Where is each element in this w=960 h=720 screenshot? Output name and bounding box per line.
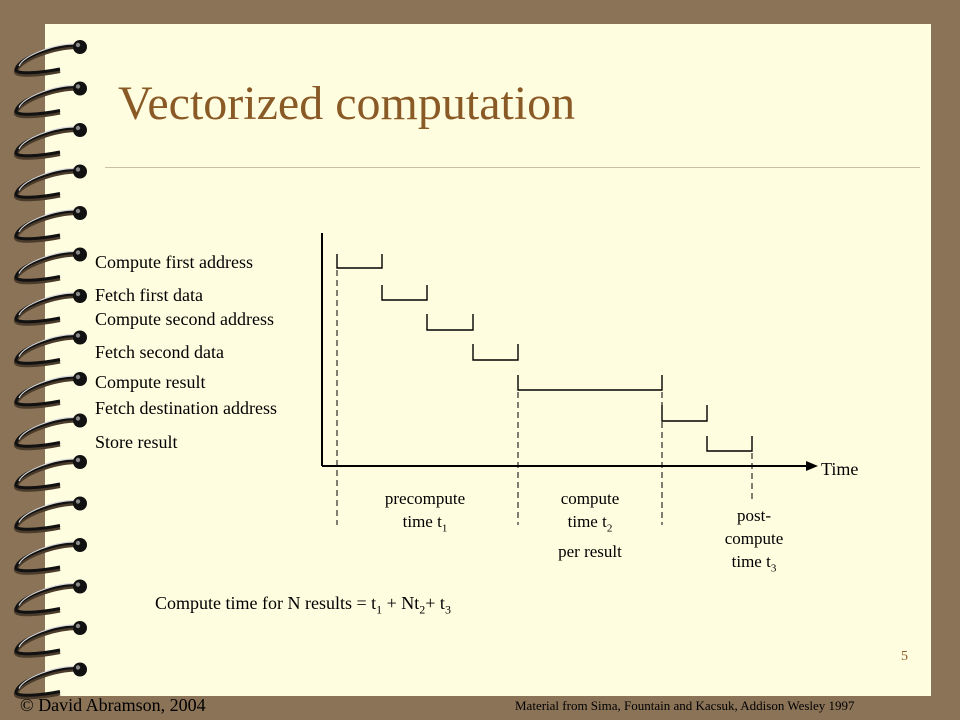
copyright-symbol: ©: [20, 695, 34, 715]
copyright-footer: [20, 695, 206, 716]
phase-precompute-line2: time $t_1$: [402, 512, 448, 535]
step-label-compute-first-address: Compute first address: [95, 252, 253, 272]
author-name: David Abramson, 2004: [38, 695, 206, 715]
bracket-compute-first-address: [337, 254, 382, 268]
bracket-compute-second-address: [427, 314, 473, 330]
step-label-store-result: Store result: [95, 432, 178, 452]
phase-postcompute-line2: compute: [724, 529, 784, 548]
phase-label-postcompute: [694, 504, 814, 580]
step-label-compute-result: Compute result: [95, 372, 206, 392]
bracket-compute-result: [518, 375, 662, 390]
bracket-fetch-destination-address: [662, 405, 707, 421]
phase-postcompute-line3: time $t_3$: [731, 552, 777, 575]
source-credit: Material from Sima, Fountain and Kacsuk, Addison Wesley 1997: [515, 698, 855, 713]
phase-label-compute: [520, 487, 660, 563]
step-label-fetch-first-data: Fetch first data: [95, 285, 203, 305]
time-axis-label: Time: [821, 459, 859, 479]
phase-compute-line1: compute: [560, 489, 620, 508]
phase-postcompute-line1: post-: [737, 506, 771, 525]
phase-precompute-line1: precompute: [384, 489, 466, 508]
phase-label-precompute: [355, 487, 495, 540]
step-label-fetch-second-data: Fetch second data: [95, 342, 224, 362]
phase-compute-line3: per result: [558, 542, 622, 562]
step-label-fetch-destination-address: Fetch destination address: [95, 398, 277, 418]
bracket-fetch-first-data: [382, 285, 427, 300]
page-number: 5: [901, 649, 908, 664]
x-axis-arrowhead: [806, 461, 818, 471]
bracket-store-result: [707, 436, 752, 451]
slide-title: Vectorized computation: [118, 77, 576, 130]
phase-compute-line2: time $t_2$: [567, 512, 613, 535]
bracket-fetch-second-data: [473, 344, 518, 360]
compute-time-formula: Compute time for N results = $t_1 + Nt_2+ t_3$: [155, 593, 451, 617]
step-label-compute-second-address: Compute second address: [95, 309, 274, 329]
